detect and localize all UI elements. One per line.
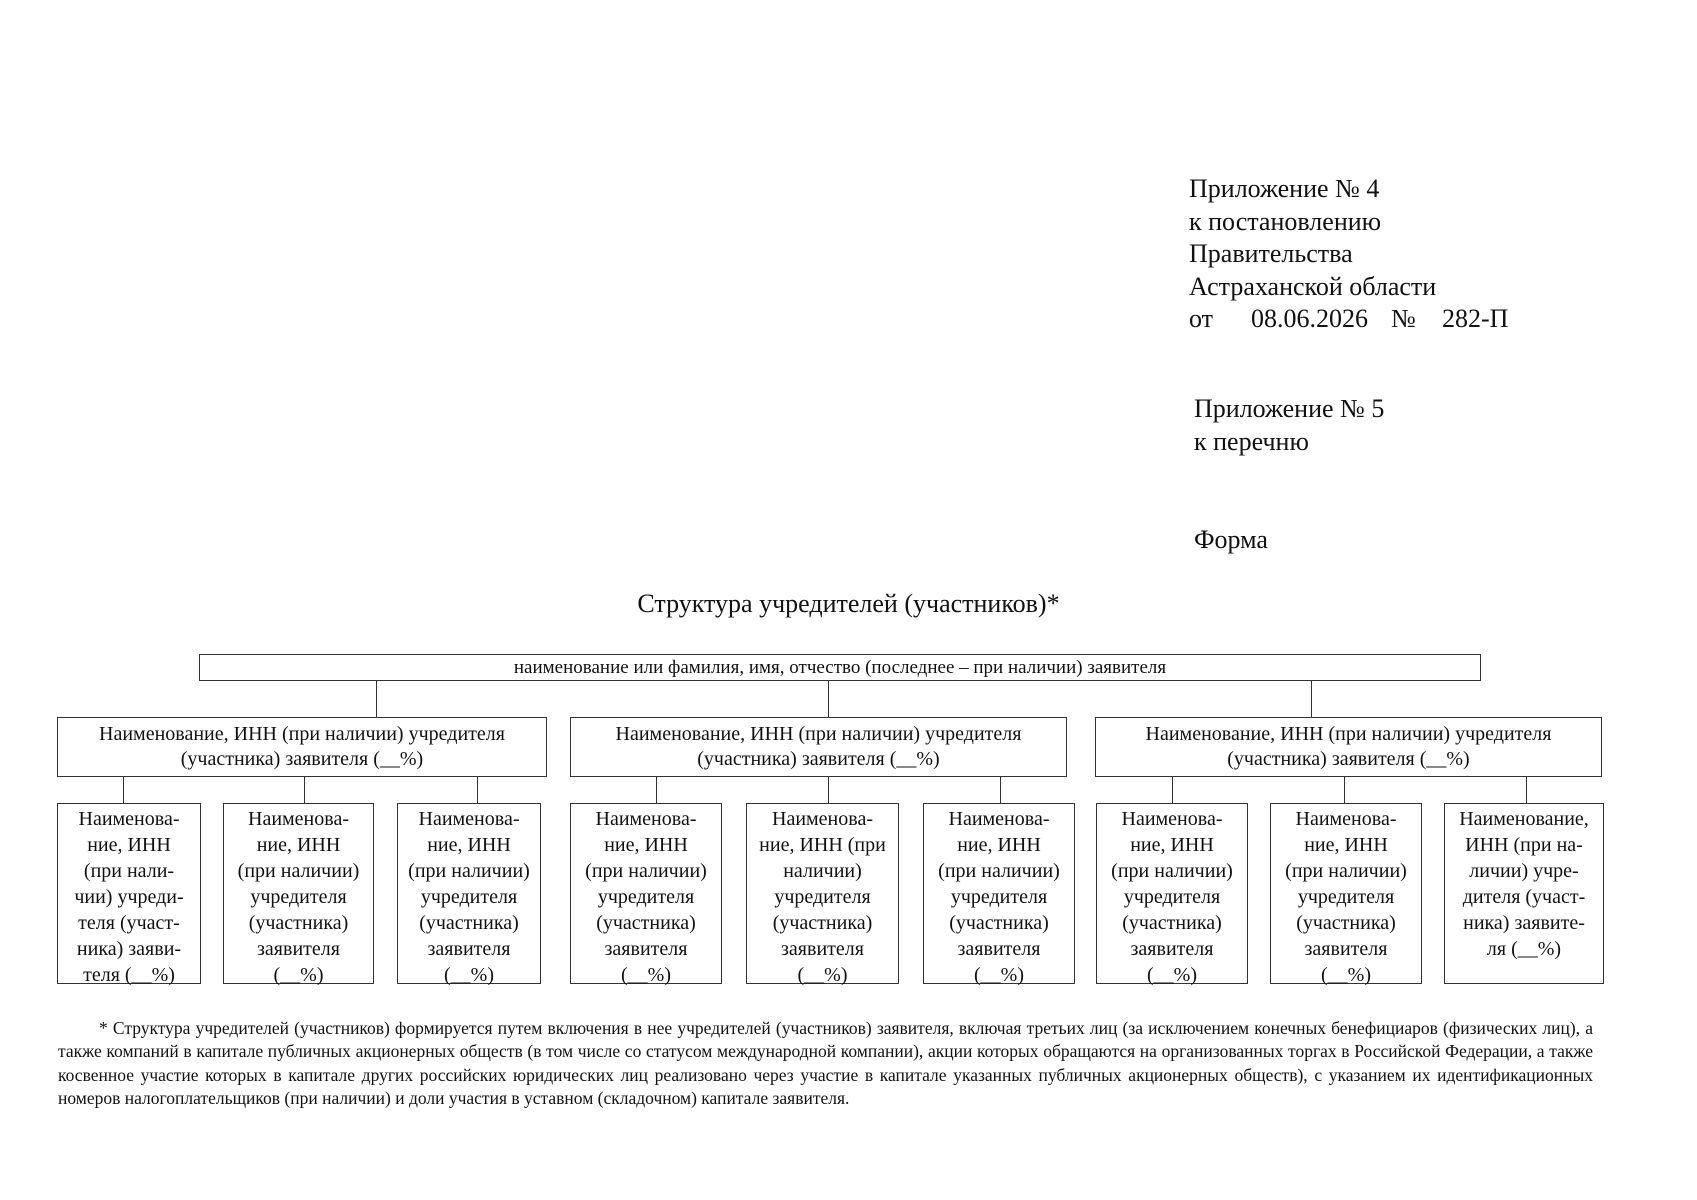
sub-founder-2-line: заявителя — [257, 938, 340, 960]
sub-founder-2-line: Наименова- — [248, 808, 349, 830]
sub-founder-box-2 — [223, 803, 374, 984]
sub-founder-5-line: ние, ИНН (при — [759, 834, 886, 856]
sub-founder-box-9 — [1444, 803, 1604, 984]
sub-founder-1-line: Наименова- — [78, 808, 180, 830]
sub-founder-4-line: учредителя — [597, 886, 695, 908]
from-label: от — [1189, 304, 1214, 333]
sub-founder-5-line: заявителя — [781, 938, 864, 960]
founder-group-3-line-1: Наименование, ИНН (при наличии) учредителя — [1145, 723, 1552, 745]
sub-founder-6-line: заявителя — [957, 938, 1041, 960]
form-label: Форма — [1194, 525, 1268, 554]
sub-founder-4-line: (__%) — [621, 964, 671, 986]
founder-group-2-line-1: Наименование, ИНН (при наличии) учредителя — [615, 723, 1022, 745]
sub-founder-2-line: ние, ИНН — [256, 834, 341, 856]
sub-founder-box-4 — [570, 803, 722, 984]
sub-founder-9-line: личии) учре- — [1469, 860, 1579, 882]
sub-founder-6-line: (участника) — [949, 912, 1049, 934]
sub-founder-9-line: ника) заявите- — [1463, 912, 1585, 934]
sub-founder-4-line: (при наличии) — [585, 860, 707, 882]
founder-group-1-line-1: Наименование, ИНН (при наличии) учредителя — [99, 723, 505, 745]
sub-founder-9-line: дителя (участ- — [1462, 886, 1586, 908]
sub-founder-8-line: (при наличии) — [1285, 860, 1407, 882]
sub-founder-1-line: ника) заяви- — [76, 938, 182, 960]
document-title: Структура учредителей (участников)* — [637, 589, 1060, 618]
founder-group-3-line-2: (участника) заявителя (__%) — [1227, 748, 1470, 770]
applicant-root-box — [199, 654, 1481, 681]
sub-founder-7-line: ние, ИНН — [1130, 834, 1214, 856]
sub-founder-7-line: заявителя — [1130, 938, 1214, 960]
appendix-4-line-4: Астраханской области — [1189, 271, 1437, 301]
sub-founder-1-line: теля (участ- — [78, 912, 180, 934]
sub-founder-1-line: ние, ИНН — [87, 834, 171, 856]
appendix-5-title: Приложение № 5 — [1194, 394, 1385, 423]
sub-founder-3-line: заявителя — [427, 938, 511, 960]
sub-founder-8-line: ние, ИНН — [1304, 834, 1388, 856]
sub-founder-3-line: учредителя — [420, 886, 518, 908]
sub-founder-3-line: Наименова- — [418, 808, 520, 830]
connector-root-to-group-1 — [376, 681, 377, 717]
footnote: * Структура учредителей (участников) формируется путем включения в нее учредителей (участников) заявителя, включая третьих лиц (за исключением конечных бенефициаров (физических лиц), а также компаний в капитале публичных акционерных обществ (в том числе со статусом международной компании), акции которых обращаются на организованных торгах в Российской Федерации, а также косвенное участие которых в капитале других российских юридических лиц реализовано через участие в капитале указанных публичных акционерных обществ), с указанием их идентификационных номеров налогоплательщиков (при наличии) и доли участия в уставном (складочном) капитале заявителя. — [58, 1018, 1593, 1108]
sub-founder-4-line: Наименова- — [595, 808, 697, 830]
appendix-4-line-2: к постановлению — [1189, 206, 1382, 236]
connector-group-3-to-leaf-7 — [1172, 777, 1173, 803]
sub-founder-box-8 — [1270, 803, 1422, 984]
sub-founder-7-line: (участника) — [1122, 912, 1222, 934]
resolution-number: 282-П — [1442, 304, 1509, 333]
sub-founder-1-line: чии) учреди- — [74, 886, 184, 908]
appendix-4-header — [1189, 173, 1508, 336]
sub-founder-2-line: (при наличии) — [237, 860, 360, 882]
connector-group-1-to-leaf-3 — [477, 777, 478, 803]
appendix-4-title: Приложение № 4 — [1189, 174, 1380, 203]
sub-founder-9-line: Наименование, — [1459, 808, 1589, 830]
sub-founder-2-line: (участника) — [248, 912, 349, 934]
sub-founder-box-7 — [1096, 803, 1248, 984]
sub-founder-3-line: ние, ИНН — [427, 834, 511, 856]
founder-group-2-line-2: (участника) заявителя (__%) — [697, 748, 940, 770]
sub-founder-box-6 — [923, 803, 1075, 984]
sub-founder-1-line: теля (__%) — [83, 964, 175, 986]
connector-group-3-to-leaf-9 — [1526, 777, 1527, 803]
appendix-5-header — [1194, 393, 1384, 458]
sub-founder-8-line: (__%) — [1321, 964, 1371, 986]
sub-founder-2-line: (__%) — [273, 964, 324, 986]
sub-founder-2-line: учредителя — [250, 886, 347, 908]
founder-group-box-2 — [570, 717, 1067, 777]
connector-group-2-to-leaf-4 — [656, 777, 657, 803]
sub-founder-6-line: (при наличии) — [938, 860, 1060, 882]
connector-group-1-to-leaf-2 — [304, 777, 305, 803]
sub-founder-4-line: ние, ИНН — [604, 834, 688, 856]
resolution-date: 08.06.2026 — [1251, 304, 1368, 333]
sub-founder-5-line: учредителя — [774, 886, 871, 908]
sub-founder-5-line: Наименова- — [772, 808, 873, 830]
connector-root-to-group-3 — [1311, 681, 1312, 717]
sub-founder-5-line: (участника) — [772, 912, 873, 934]
sub-founder-8-line: Наименова- — [1295, 808, 1397, 830]
sub-founder-6-line: ние, ИНН — [957, 834, 1041, 856]
sub-founder-box-3 — [397, 803, 541, 984]
sub-founder-6-line: (__%) — [974, 964, 1024, 986]
founder-group-1-line-2: (участника) заявителя (__%) — [180, 748, 424, 770]
appendix-5-line-2: к перечню — [1194, 426, 1309, 456]
connector-group-1-to-leaf-1 — [123, 777, 124, 803]
sub-founder-7-line: Наименова- — [1121, 808, 1223, 830]
connector-group-2-to-leaf-5 — [828, 777, 829, 803]
sub-founder-9-line: ИНН (при на- — [1465, 834, 1583, 856]
sub-founder-8-line: (участника) — [1296, 912, 1396, 934]
founder-group-box-3 — [1095, 717, 1602, 777]
sub-founder-4-line: (участника) — [596, 912, 696, 934]
sub-founder-box-5 — [746, 803, 899, 984]
applicant-root-label: наименование или фамилия, имя, отчество (последнее – при наличии) заявителя — [513, 656, 1167, 678]
sub-founder-7-line: учредителя — [1123, 886, 1221, 908]
sub-founder-8-line: учредителя — [1297, 886, 1395, 908]
sub-founder-9-line: ля (__%) — [1486, 938, 1562, 960]
sub-founder-7-line: (при наличии) — [1111, 860, 1233, 882]
appendix-4-line-3: Правительства — [1189, 239, 1353, 268]
founder-group-box-1 — [57, 717, 547, 777]
connector-group-3-to-leaf-8 — [1344, 777, 1345, 803]
sub-founder-6-line: учредителя — [950, 886, 1048, 908]
sub-founder-5-line: (__%) — [797, 964, 848, 986]
sub-founder-3-line: (__%) — [444, 964, 494, 986]
sub-founder-8-line: заявителя — [1304, 938, 1388, 960]
sub-founder-1-line: (при нали- — [83, 860, 175, 882]
sub-founder-4-line: заявителя — [604, 938, 688, 960]
sub-founder-3-line: (при наличии) — [408, 860, 530, 882]
sub-founder-6-line: Наименова- — [948, 808, 1050, 830]
sub-founder-7-line: (__%) — [1147, 964, 1197, 986]
sub-founder-box-1 — [57, 803, 201, 984]
sub-founder-3-line: (участника) — [419, 912, 519, 934]
number-sign: № — [1391, 304, 1416, 333]
connector-group-2-to-leaf-6 — [1000, 777, 1001, 803]
resolution-date-line — [1189, 303, 1508, 336]
connector-root-to-group-2 — [828, 681, 829, 717]
sub-founder-5-line: наличии) — [783, 860, 862, 882]
